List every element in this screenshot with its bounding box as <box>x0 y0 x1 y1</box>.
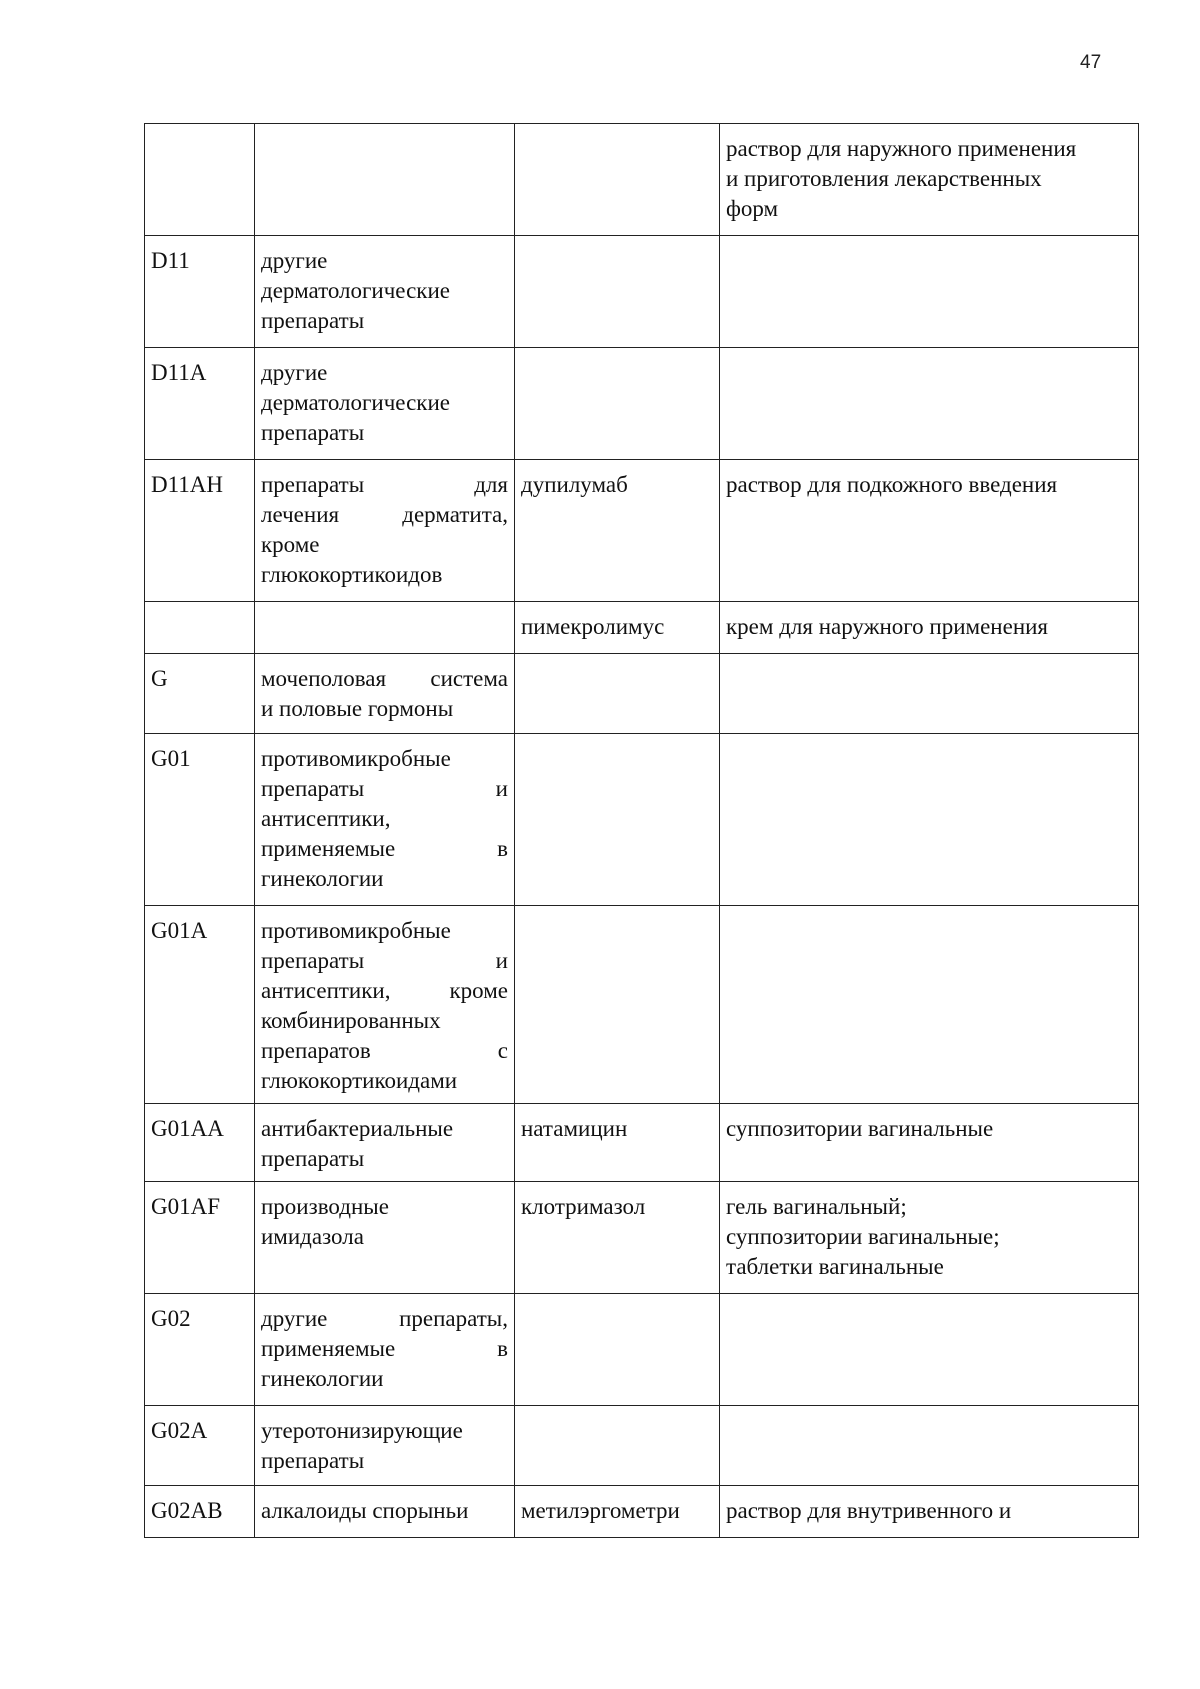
group-text-line: кроме <box>261 532 320 557</box>
group-text-line: препаратов с <box>261 1038 508 1063</box>
group-text-line: лечения дерматита, <box>261 502 508 527</box>
anatomical-group-cell <box>255 654 515 734</box>
group-text-line: антибактериальные <box>261 1116 454 1141</box>
anatomical-group-cell <box>255 124 515 236</box>
group-text-line: утеротонизирующие <box>261 1418 463 1443</box>
form-text-line: гель вагинальный; <box>726 1194 907 1219</box>
dosage-form-cell <box>720 906 1139 1104</box>
group-text-line: производные <box>261 1194 389 1219</box>
group-text-line: гинекологии <box>261 866 384 891</box>
group-text-line: комбинированных <box>261 1008 441 1033</box>
drug-name-cell <box>515 734 720 906</box>
group-text-line: мочеполовая система <box>261 666 508 691</box>
dosage-form-cell <box>720 654 1139 734</box>
drug-name-cell <box>515 1406 720 1486</box>
dosage-form-cell <box>720 1406 1139 1486</box>
group-text-line: препараты и <box>261 776 508 801</box>
table-row <box>145 236 1139 348</box>
drug-name-cell: клотримазол <box>515 1182 720 1294</box>
drug-name-cell: метилэргометри <box>515 1486 720 1538</box>
drug-name-cell: дупилумаб <box>515 460 720 602</box>
group-text-line: антисептики, <box>261 806 391 831</box>
group-text-line: препараты <box>261 1448 365 1473</box>
drug-name-cell <box>515 906 720 1104</box>
group-text-line: и половые гормоны <box>261 696 454 721</box>
group-text-line: алкалоиды спорыньи <box>261 1498 469 1523</box>
group-text-line: препараты и <box>261 948 508 973</box>
atc-code-cell <box>145 124 255 236</box>
anatomical-group-cell <box>255 602 515 654</box>
table-row <box>145 734 1139 906</box>
dosage-form-cell <box>720 1104 1139 1182</box>
anatomical-group-cell <box>255 1182 515 1294</box>
table-row <box>145 1294 1139 1406</box>
table-row <box>145 906 1139 1104</box>
drug-name-cell <box>515 124 720 236</box>
form-text-line: форм <box>726 196 779 221</box>
group-text-line: препараты <box>261 420 365 445</box>
atc-code-cell: G01 <box>145 734 255 906</box>
table-row <box>145 1406 1139 1486</box>
dosage-form-cell <box>720 124 1139 236</box>
table-row <box>145 124 1139 236</box>
anatomical-group-cell <box>255 348 515 460</box>
form-text-line: раствор для внутривенного и <box>726 1498 1012 1523</box>
table-row <box>145 654 1139 734</box>
drug-name-cell <box>515 348 720 460</box>
group-text-line: противомикробные <box>261 918 451 943</box>
dosage-form-cell <box>720 734 1139 906</box>
drug-name-cell: пимекролимус <box>515 602 720 654</box>
anatomical-group-cell <box>255 1406 515 1486</box>
drug-name-cell <box>515 654 720 734</box>
group-text-line: другие препараты, <box>261 1306 508 1331</box>
drug-name-cell <box>515 1294 720 1406</box>
anatomical-group-cell <box>255 1104 515 1182</box>
form-text-line: крем для наружного применения <box>726 614 1049 639</box>
group-text-line: препараты <box>261 308 365 333</box>
dosage-form-cell <box>720 1182 1139 1294</box>
group-text-line: противомикробные <box>261 746 451 771</box>
form-text-line: раствор для подкожного введения <box>726 472 1058 497</box>
dosage-form-cell <box>720 602 1139 654</box>
atc-code-cell: D11A <box>145 348 255 460</box>
atc-code-cell <box>145 602 255 654</box>
anatomical-group-cell <box>255 460 515 602</box>
form-text-line: и приготовления лекарственных <box>726 166 1042 191</box>
atc-code-cell: G02 <box>145 1294 255 1406</box>
anatomical-group-cell <box>255 1486 515 1538</box>
anatomical-group-cell <box>255 906 515 1104</box>
group-text-line: гинекологии <box>261 1366 384 1391</box>
group-text-line: препараты для <box>261 472 508 497</box>
anatomical-group-cell <box>255 236 515 348</box>
atc-code-cell: G02A <box>145 1406 255 1486</box>
drug-name-cell <box>515 236 720 348</box>
form-text-line: таблетки вагинальные <box>726 1254 944 1279</box>
dosage-form-cell <box>720 348 1139 460</box>
dosage-form-cell <box>720 1294 1139 1406</box>
group-text-line: другие <box>261 248 328 273</box>
atc-code-cell: D11AH <box>145 460 255 602</box>
group-text-line: другие <box>261 360 328 385</box>
group-text-line: препараты <box>261 1146 365 1171</box>
table-row <box>145 1182 1139 1294</box>
group-text-line: антисептики, кроме <box>261 978 508 1003</box>
table-row <box>145 1104 1139 1182</box>
atc-code-cell: G01AA <box>145 1104 255 1182</box>
table-row <box>145 1486 1139 1538</box>
drug-name-cell: натамицин <box>515 1104 720 1182</box>
atc-code-cell: D11 <box>145 236 255 348</box>
table-row <box>145 460 1139 602</box>
form-text-line: суппозитории вагинальные <box>726 1116 994 1141</box>
group-text-line: дерматологические <box>261 390 450 415</box>
group-text-line: глюкокортикоидами <box>261 1068 458 1093</box>
group-text-line: имидазола <box>261 1224 364 1249</box>
atc-code-cell: G01A <box>145 906 255 1104</box>
dosage-form-cell <box>720 460 1139 602</box>
table-body <box>145 124 1139 1538</box>
group-text-line: дерматологические <box>261 278 450 303</box>
table-row <box>145 602 1139 654</box>
group-text-line: применяемые в <box>261 1336 508 1361</box>
form-text-line: суппозитории вагинальные; <box>726 1224 1000 1249</box>
anatomical-group-cell <box>255 734 515 906</box>
atc-code-cell: G01AF <box>145 1182 255 1294</box>
atc-code-cell: G02AB <box>145 1486 255 1538</box>
group-text-line: глюкокортикоидов <box>261 562 443 587</box>
table-row <box>145 348 1139 460</box>
dosage-form-cell <box>720 1486 1139 1538</box>
medication-table <box>144 123 1139 1538</box>
dosage-form-cell <box>720 236 1139 348</box>
page-number: 47 <box>1080 52 1102 73</box>
form-text-line: раствор для наружного применения <box>726 136 1077 161</box>
group-text-line: применяемые в <box>261 836 508 861</box>
atc-code-cell: G <box>145 654 255 734</box>
anatomical-group-cell <box>255 1294 515 1406</box>
